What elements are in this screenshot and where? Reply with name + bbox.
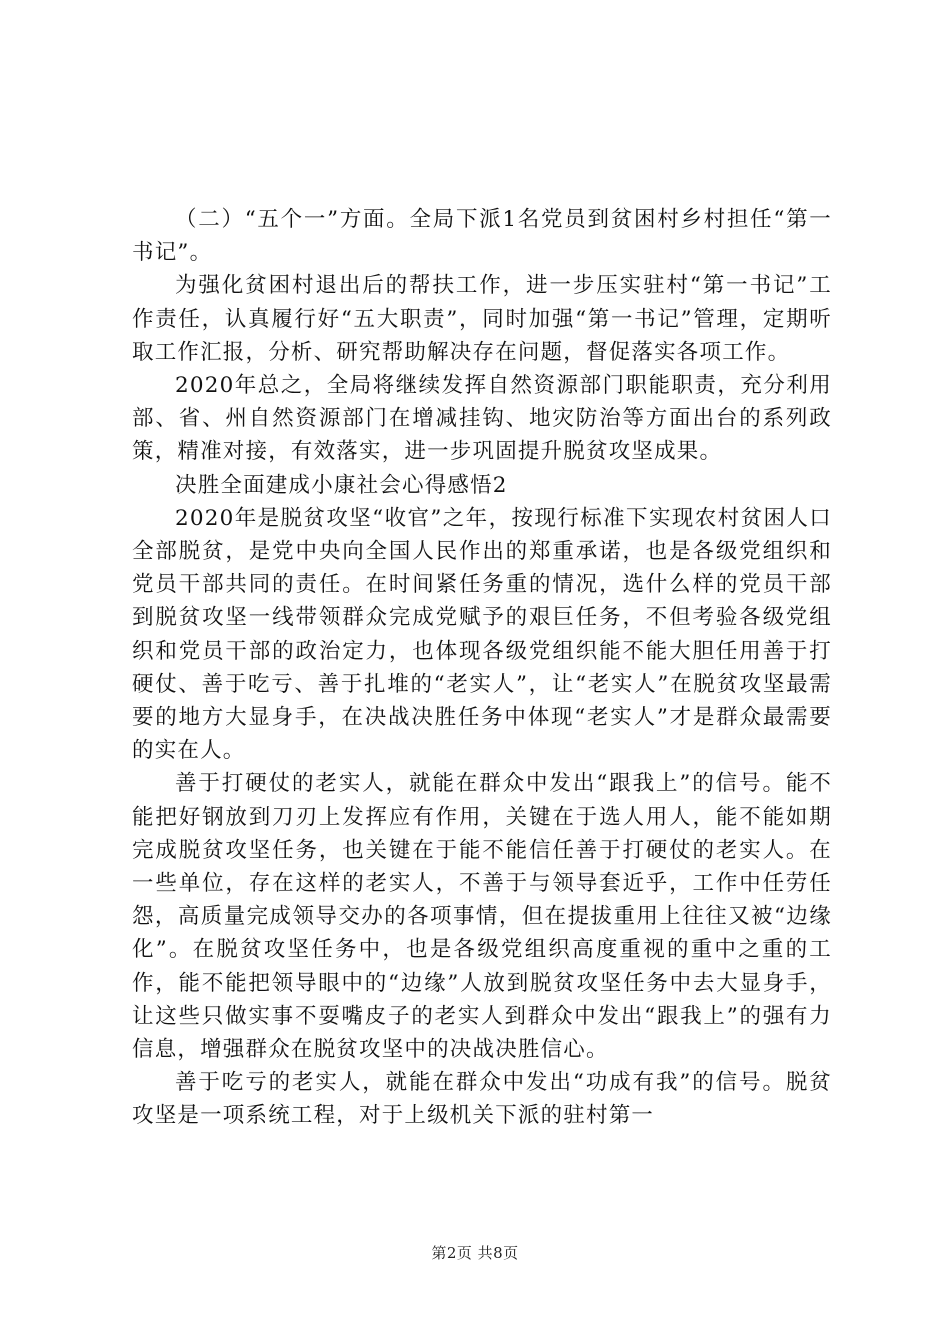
paragraph-intro-2020: 2020年是脱贫攻坚“收官”之年，按现行标准下实现农村贫困人口全部脱贫，是党中央向全国人民作出的郑重承诺，也是各级党组织和党员干部共同的责任。在时间紧任务重的情况，选什么样的党员干部到脱贫攻坚一线带领群众完成党赋予的艰巨任务，不但考验各级党组织和党员干部的政治定力，也体现各级党组织能不能大胆任用善于打硬仗、善于吃亏、善于扎堆的“老实人”，让“老实人”在脱贫攻坚最需要的地方大显身手，在决战决胜任务中体现“老实人”才是群众最需要的实在人。 [132, 505, 832, 764]
paragraph-five-ones: （二）“五个一”方面。全局下派1名党员到贫困村乡村担任“第一书记”。 [132, 207, 832, 266]
paragraph-first-secretary: 为强化贫困村退出后的帮扶工作，进一步压实驻村“第一书记”工作责任，认真履行好“五大职责”，同时加强“第一书记”管理，定期听取工作汇报，分析、研究帮助解决存在问题，督促落实各项工作。 [132, 273, 832, 365]
paragraph-hard-battle: 善于打硬仗的老实人，就能在群众中发出“跟我上”的信号。能不能把好钢放到刀刃上发挥应有作用，关键在于选人用人，能不能如期完成脱贫攻坚任务，也关键在于能不能信任善于打硬仗的老实人。在一些单位，存在这样的老实人，不善于与领导套近乎，工作中任劳任怨，高质量完成领导交办的各项事情，但在提拔重用上往往又被“边缘化”。在脱贫攻坚任务中，也是各级党组织高度重视的重中之重的工作，能不能把领导眼中的“边缘”人放到脱贫攻坚任务中去大显身手，让这些只做实事不耍嘴皮子的老实人到群众中发出“跟我上”的强有力信息，增强群众在脱贫攻坚中的决战决胜信心。 [132, 771, 832, 1063]
paragraph-take-loss: 善于吃亏的老实人，就能在群众中发出“功成有我”的信号。脱贫攻坚是一项系统工程，对于上级机关下派的驻村第一 [132, 1070, 832, 1129]
page-number-footer: 第2页 共8页 [431, 1244, 519, 1262]
section-heading: 决胜全面建成小康社会心得感悟2 [175, 472, 508, 498]
document-body [132, 203, 832, 1133]
paragraph-summary-2020: 2020年总之，全局将继续发挥自然资源部门职能职责，充分利用部、省、州自然资源部门在增减挂钩、地灾防治等方面出台的系列政策，精准对接，有效落实，进一步巩固提升脱贫攻坚成果。 [132, 373, 832, 465]
